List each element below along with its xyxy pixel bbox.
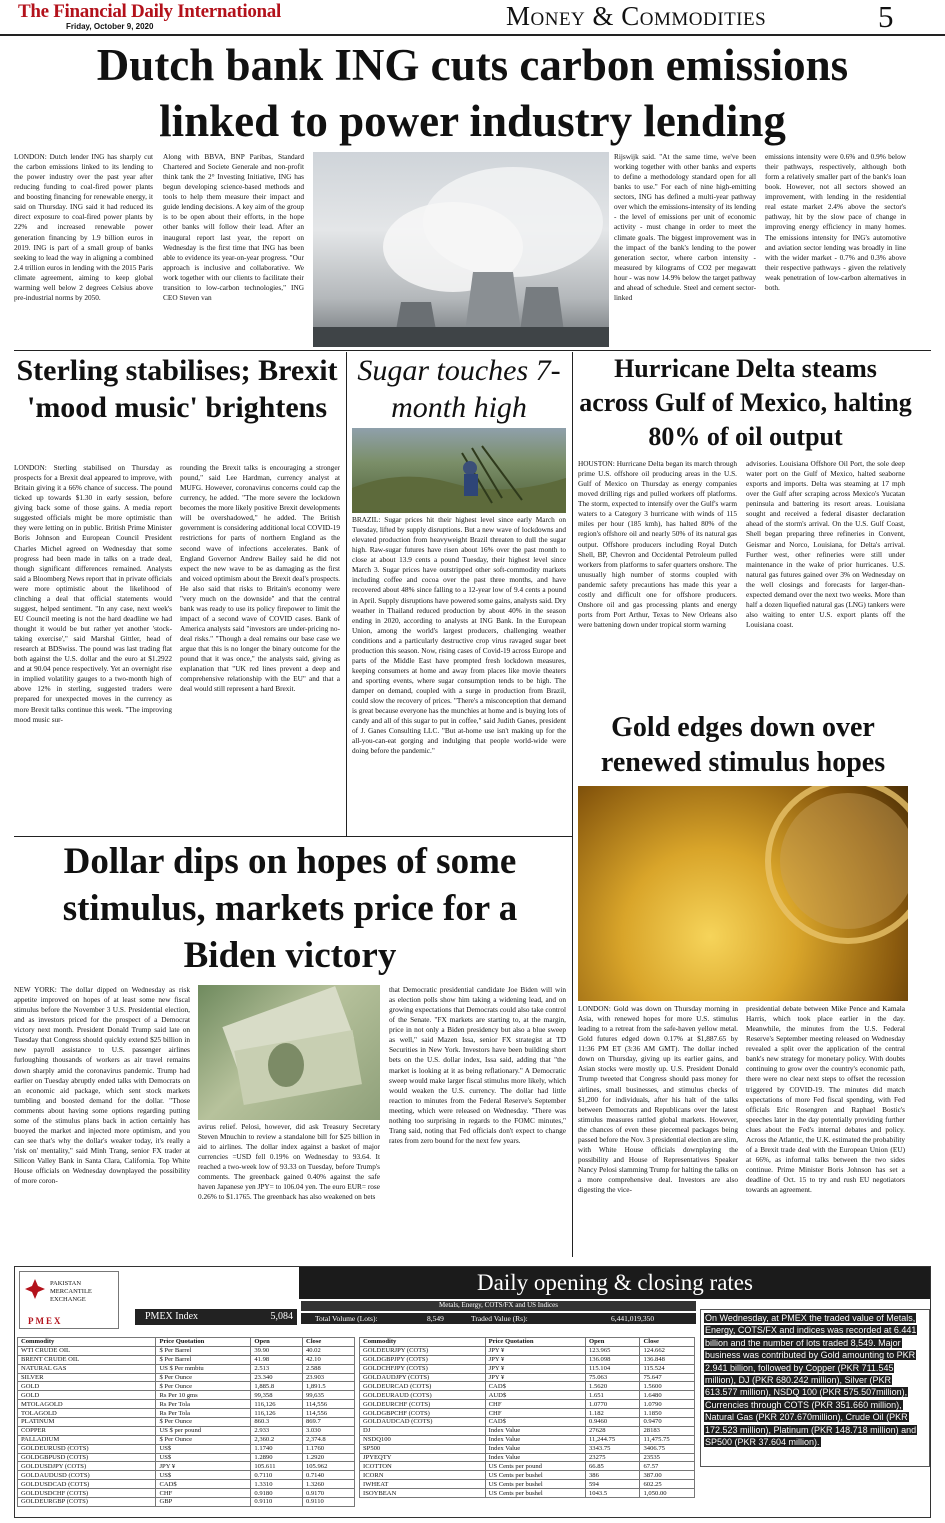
- table-cell: 23535: [640, 1453, 695, 1462]
- table-cell: JPY ¥: [485, 1373, 585, 1382]
- table-cell: 0.9460: [586, 1418, 640, 1427]
- table-row: [360, 1444, 695, 1453]
- table-row: [18, 1400, 355, 1409]
- pmex-index-bar: [135, 1309, 297, 1325]
- table-cell: MTOLAGOLD: [18, 1400, 156, 1409]
- table-row: [360, 1426, 695, 1435]
- table-row: [18, 1435, 355, 1444]
- table-row: [18, 1489, 355, 1498]
- table-cell: DJ: [360, 1426, 486, 1435]
- table-cell: NSDQ100: [360, 1435, 486, 1444]
- table-cell: 136.848: [640, 1355, 695, 1364]
- table-cell: 2.933: [251, 1426, 303, 1435]
- table-row: [18, 1373, 355, 1382]
- dollar-banknotes-image: [198, 985, 380, 1120]
- ing-column-1: LONDON: Dutch lender ING has sharply cut the carbon emissions linked to its lending to the power industry over the past year after reducing funding to coal-fired power plants and boosting financing for renewable energy, it said on Thursday. ING said it had reduced its direct exposure to coal-fired power plants by 22% and increased renewable power generation financing by 1.9 billion euros in 2019. ING is part of a small group of banks seeking to lead the way in aligning a combined 2.4 trillion euros in lending with the 2015 Paris climate agreement, aiming to keep global warming well below 2 degrees Celsius above pre-industrial norms by 2050.: [14, 152, 153, 302]
- table-cell: 0.7140: [302, 1471, 354, 1480]
- table-cell: 2.513: [251, 1364, 303, 1373]
- table-cell: $ Per Ounce: [156, 1418, 251, 1427]
- table-cell: 99,358: [251, 1391, 303, 1400]
- table-cell: 105.962: [302, 1462, 354, 1471]
- power-plant-photo: [313, 152, 609, 347]
- table-row: [360, 1409, 695, 1418]
- table-cell: 1.651: [586, 1391, 640, 1400]
- table-row: [360, 1364, 695, 1373]
- table-cell: PALLADIUM: [18, 1435, 156, 1444]
- table-cell: 1.3310: [251, 1480, 303, 1489]
- table-row: [18, 1498, 355, 1507]
- table-cell: 1043.5: [586, 1489, 640, 1498]
- ing-headline-line2: linked to power industry lending: [159, 96, 786, 146]
- section-title: Money & Commodities: [506, 1, 767, 31]
- table-cell: US Cents per bushel: [485, 1471, 585, 1480]
- table-cell: 41.98: [251, 1355, 303, 1364]
- table-row: [18, 1391, 355, 1400]
- table-cell: GOLDCHFJPY (COTS): [360, 1364, 486, 1373]
- table-cell: CAD$: [485, 1382, 585, 1391]
- table-cell: 11,244.75: [586, 1435, 640, 1444]
- table-cell: CHF: [156, 1489, 251, 1498]
- table-cell: 66.85: [586, 1462, 640, 1471]
- table-row: [360, 1480, 695, 1489]
- table-cell: GOLDEURGBP (COTS): [18, 1498, 156, 1507]
- table-row: [360, 1471, 695, 1480]
- table-cell: 1.0790: [640, 1400, 695, 1409]
- dollar-column-2: avirus relief. Pelosi, however, did ask Treasury Secretary Steven Mnuchin to review a standalone bill for $25 billion in aid to airlines. The dollar index against a basket of major currencies =USD fell 0.19% on Wednesday to 93.64. It reached a two-week low of 93.33 on Tuesday, before Trump's comments. The greenback gained 0.40% against the safe haven Japanese yen JPY= to 106.04 yen. The euro EUR= rose 0.26% to $1.1765. The greenback has also weakened on bets: [198, 1122, 380, 1202]
- table-cell: GOLDGBPCHF (COTS): [360, 1409, 486, 1418]
- table-cell: GOLDUSDCAD (COTS): [18, 1480, 156, 1489]
- table-cell: US$: [156, 1444, 251, 1453]
- table-cell: 1,891.5: [302, 1382, 354, 1391]
- table-cell: 2,360.2: [251, 1435, 303, 1444]
- table-cell: 115.104: [586, 1364, 640, 1373]
- table-cell: GOLDGBPUSD (COTS): [18, 1453, 156, 1462]
- table-cell: Index Value: [485, 1444, 585, 1453]
- table-cell: 23275: [586, 1453, 640, 1462]
- table-cell: 1.2920: [302, 1453, 354, 1462]
- table-row: [18, 1409, 355, 1418]
- table-cell: 40.02: [302, 1346, 354, 1355]
- dollar-column-1: NEW YORK: The dollar dipped on Wednesday as risk appetite improved on hopes of at least some new fiscal stimulus before the November 3 U.S. Presidential election, and as investors priced for the prospect of a Democrat victory next month. President Donald Trump said late on Tuesday that Congress should quickly extend $25 billion in new payroll assistance to U.S. passenger airlines furloughing thousands of workers as air travel remains down sharply amid the coronavirus pandemic. Trump had earlier on Tuesday abruptly ended talks with Democrats on an economic aid package, which sent stock markets tumbling and boosted demand for the dollar. "Those comments about having some options regarding putting some of the stimulus plans back in action certainly has buoyed the market and injected more optimism, and you can see that's why the dollar's weaker today, it's really a 'risk on' mentality," said Minh Trang, senior FX trader at Silicon Valley Bank in Santa Clara, California. Top White House officials on Wednesday downplayed the possibility of more coron-: [14, 985, 190, 1186]
- table-row: [18, 1418, 355, 1427]
- pmex-index-label: PMEX Index: [145, 1311, 199, 1322]
- table-cell: US$: [156, 1453, 251, 1462]
- sterling-column-1: LONDON: Sterling stabilised on Thursday as prospects for a Brexit deal appeared to improve, with Britain giving it a 66% chance of success. The pound ticked up towards $1.30 in early session, before giving back some of those gains. A media report suggested officials might be more optimistic than they were letting on in public. British Prime Minister Boris Johnson and European Council President Charles Michel agreed on Wednesday that some progress had been made in talks on a trade deal, though significant differences remained. Analysts said a Bloomberg News report that in private officials were more optimistic about the likelihood of clinching a deal that official statements would suggest, helped sentiment. "In any case, next week's EU Council meeting is not the hard deadline we had thought it would be but rather yet another 'stock-taking exercise'," said Marshal Gittler, head of research at BDSwiss. The pound was last trading flat both against the U.S. dollar and the euro at $1.2922 and at 90.04 pence respectively. Yet an overnight rise in implied volatility gauges to a two-month high of above 12% in sterling, suggested traders were prepared for unexpected moves in the currency as more Brexit talks continue this week. "The improving mood music sur-: [14, 463, 172, 724]
- pmex-logo-abbr: PMEX: [28, 1316, 63, 1326]
- table-cell: 116,126: [251, 1400, 303, 1409]
- hurricane-column-1: HOUSTON: Hurricane Delta began its march through prime U.S. offshore oil producing areas in the U.S. Gulf of Mexico on Thursday as energy companies moved drilling rigs and pulled workers off platforms. The storm, expected to intensify over the Gulf's warm waters to a Category 3 hurricane with winds of 115 miles per hour (185 kmh), has halted 80% of the region's offshore oil and nearly 50% of its natural gas output. Offshore producers including Royal Dutch Shell, BP, Chevron and Occidental Petroleum pulled workers from platforms to safer quarters onshore. The unusually high number of storms coupled with pandemic safety precautions has made this year a costly and difficult one for offshore producers. Onshore oil and gas processing plants and energy ports from Port Arthur, Texas to New Orleans also were battening down under tropical storm warning: [578, 459, 737, 629]
- table-header: Close: [302, 1338, 354, 1347]
- table-cell: 105.611: [251, 1462, 303, 1471]
- table-cell: 123.965: [586, 1346, 640, 1355]
- table-cell: 1,050.00: [640, 1489, 695, 1498]
- table-cell: JPY ¥: [485, 1355, 585, 1364]
- table-row: [360, 1400, 695, 1409]
- table-cell: 0.9110: [302, 1498, 354, 1507]
- table-cell: 11,475.75: [640, 1435, 695, 1444]
- table-cell: GOLDEURJPY (COTS): [360, 1346, 486, 1355]
- table-row: [360, 1382, 695, 1391]
- table-cell: 1.182: [586, 1409, 640, 1418]
- page-number: 5: [878, 0, 894, 34]
- table-cell: GOLDAUDJPY (COTS): [360, 1373, 486, 1382]
- divider: [14, 836, 572, 837]
- table-cell: 75.063: [586, 1373, 640, 1382]
- table-row: [18, 1480, 355, 1489]
- table-cell: 0.9170: [302, 1489, 354, 1498]
- table-cell: 1.1850: [640, 1409, 695, 1418]
- table-header: Price Quotation: [156, 1338, 251, 1347]
- table-row: [360, 1462, 695, 1471]
- table-cell: US $ Per mmbtu: [156, 1364, 251, 1373]
- divider: [572, 352, 573, 1257]
- table-cell: Rs Per 10 gms: [156, 1391, 251, 1400]
- ing-column-3: Rijswijk said. "At the same time, we've been working together with other banks and experts to define a methodology standard open for all banks to use." For each of nine high-emitting sectors, ING has defined a multi-year pathway over which the emissions-intensity of its lending - the level of emissions per unit of economic activity - must change in order to meet the climate goals. The biggest improvement was in the impact of the bank's lending to the power generation sector, where carbon intensity - measured by kilograms of CO2 per megawatt hour - was now 14.9% below the target pathway and ahead of schedule. Steel and cement sector-linked: [614, 152, 756, 302]
- table-cell: JPY ¥: [485, 1364, 585, 1373]
- table-cell: GOLDEURUSD (COTS): [18, 1444, 156, 1453]
- table-row: [18, 1355, 355, 1364]
- sugar-headline: Sugar touches 7-month high: [357, 354, 561, 424]
- table-cell: GOLDUSDJPY (COTS): [18, 1462, 156, 1471]
- table-cell: IWHEAT: [360, 1480, 486, 1489]
- table-cell: GOLDEURCHF (COTS): [360, 1400, 486, 1409]
- gold-column-2: presidential debate between Mike Pence and Kamala Harris, which took place earlier in the day. Meanwhile, the minutes from the U.S. Federal Reserve's September meeting released on Wednesday revealed a split over the application of the central bank's new strategy for monetary policy. With doubts continuing to grow over the country's economic path, there were no clear next steps to offset the recession triggered by COVID-19. The minutes did match expectations of more Fed fiscal spending, with Fed officials Eric Rosengren and Raphael Bostic's speeches later in the day potentially providing further clues about the Fed's internal debates and policy. Across the Atlantic, the U.K. estimated the probability of a Brexit trade deal with the European Union (EU) at 66%, as informal talks between the two sides continue. Prime Minister Boris Johnson has set a deadline of Oct. 15 to try and rush EU negotiators towards an agreement.: [746, 1004, 905, 1195]
- rates-subhead: Metals, Energy, COTS/FX and US Indices: [301, 1301, 696, 1311]
- table-cell: Index Value: [485, 1435, 585, 1444]
- table-cell: $ Per Ounce: [156, 1382, 251, 1391]
- table-cell: CHF: [485, 1400, 585, 1409]
- table-row: [360, 1373, 695, 1382]
- pmex-logo-text: PAKISTAN MERCANTILE EXCHANGE: [50, 1280, 92, 1303]
- table-cell: CAD$: [485, 1418, 585, 1427]
- ing-column-2: Along with BBVA, BNP Paribas, Standard Chartered and Societe Generale and non-profit think tank the 2° Investing Initiative, ING has begun developing science-based methods and tools to help them measure their impact and guide lending decisions. A key aim of the group is to be open about their efforts, in the hope other banks will follow their lead. After an inaugural report last year, the report on Wednesday is the first time that ING has been able to evidence its year-on-year progress. "Our approach is inclusive and collaborative. We work together with our clients to facilitate their transition to low-carbon technologies," ING CEO Steven van: [163, 152, 304, 302]
- table-cell: Rs Per Tola: [156, 1409, 251, 1418]
- table-row: [18, 1444, 355, 1453]
- table-cell: 1.5620: [586, 1382, 640, 1391]
- table-cell: 124.662: [640, 1346, 695, 1355]
- table-header: Open: [251, 1338, 303, 1347]
- table-header: Commodity: [360, 1338, 486, 1347]
- masthead: [0, 0, 945, 36]
- table-cell: GOLD: [18, 1382, 156, 1391]
- sterling-column-2: rounding the Brexit talks is encouraging a stronger pound," said Lee Hardman, currency analyst at MUFG. However, coronavirus concerns could cap the currency, he added. "The more severe the lockdown becomes the more likely positive Brexit developments will be overshadowed," he added. The British government is considering additional local COVID-19 restrictions for parts of northern England as the second wave of infections accelerates. Bank of England Governor Andrew Bailey said he did not expect the new wave to be as damaging as the first and voiced optimism about the Brexit deal's prospects. He also said that risks to Britain's economy were "very much on the downside" and that the central bank was ready to use its policy firepower to limit the impact of a second wave of COVID cases. Bank of America analysts said "investors are under-pricing no-deal risks." "Though a deal remains our base case we argue that this is no longer the binary outcome for the pound that it was once," the analysts said, giving as explanation that "UK red lines prevent a deep and comprehensive relationship with the EU" and that a deal would still represent a hard Brexit.: [180, 463, 340, 694]
- table-cell: AUD$: [485, 1391, 585, 1400]
- table-cell: 3406.75: [640, 1444, 695, 1453]
- table-cell: 1.1740: [251, 1444, 303, 1453]
- table-row: [18, 1426, 355, 1435]
- table-cell: US$: [156, 1471, 251, 1480]
- table-cell: 2,374.8: [302, 1435, 354, 1444]
- table-cell: ICOTTON: [360, 1462, 486, 1471]
- gold-headline: Gold edges down over renewed stimulus hopes: [600, 712, 886, 778]
- table-row: [18, 1346, 355, 1355]
- table-cell: SP500: [360, 1444, 486, 1453]
- rates-table-left: [17, 1337, 355, 1507]
- table-cell: 1.2890: [251, 1453, 303, 1462]
- rates-summary-text: On Wednesday, at PMEX the traded value of Metals, Energy, COTS/FX and indices was recorded at 6.441 billion and the number of lots traded 8,549. Major business was contributed by Gold amounting to PKR 2.941 billion, followed by Copper (PKR 711.545 million), DJ (PKR 680.242 million), Silver (PKR 613.577 million), NSDQ 100 (PKR 575.507million), Currencies through COTS (PKR 351.660 million), Natural Gas (PKR 207.670million), Crude Oil (PKR 172.523 million), Platinum (PKR 148.718 million) and SP500 (PKR 37.604 million).: [705, 1313, 917, 1448]
- table-cell: 0.9470: [640, 1418, 695, 1427]
- table-cell: 860.3: [251, 1418, 303, 1427]
- table-cell: 869.7: [302, 1418, 354, 1427]
- table-cell: 42.10: [302, 1355, 354, 1364]
- table-cell: 0.7110: [251, 1471, 303, 1480]
- ing-column-4: emissions intensity were 0.6% and 0.9% below their pathways, respectively, although both form a relatively smaller part of the bank's loan book. However, not all sectors showed an improvement, with lending in the residential real estate market 2.4% above the sector's pathway, hit by the slow pace of change in improving energy efficiency in many homes. The emissions intensity for ING's automotive and aviation sector lending was broadly in line with the wider market - 0.7% and 0.3% above their respective pathways - given the relatively weak penetration of low-carbon alternatives in both.: [765, 152, 906, 292]
- gold-photo: [578, 786, 908, 1001]
- table-cell: $ Per Barrel: [156, 1355, 251, 1364]
- ing-headline: [10, 37, 935, 151]
- table-cell: 114,556: [302, 1400, 354, 1409]
- sugar-body: BRAZIL: Sugar prices hit their highest level since early March on Tuesday, lifted by supply disruptions. But a new wave of lockdowns and elevated production from heavyweight Brazil threaten to dull the sugar high. Raw-sugar futures have risen about 16% over the past month to close at about 13.9 cents a pound Tuesday, their highest level since March 3. Sugar prices have outstripped other soft-commodity markets including coffee and cocoa over the past three months, and have recovered about 48% since falling to a 12-year low of 9.4 cents a pound in April. Supply disruptions have powered some gains, analysts said. Dry weather in Thailand reduced production by about 40% in the season ending in 2020, according to analysts at ING Bank. In the European Union, among the world's largest producers, challenging weather conditions and a particularly destructive crop virus ravaged sugar beet production this season. Now, rising cases of Covid-19 across Europe and parts of the Middle East have prompted fresh lockdown measures, keeping consumers at home and away from places like movie theaters and sporting events, where sugar consumption tends to be high. The damper on demand, coupled with a surge in production from Brazil, could slow the recovery of prices. "There's a misconception that demand is great because everyone has the munchies at home and is buying lots of candy and all of this sugar to put in coffee," said Judith Ganes, president of J. Ganes Consulting LLC. "But at-home use isn't making up for the all-you-can-eat gorging and indulging that people world-wide were doing before the pandemic.": [352, 515, 566, 756]
- table-cell: $ Per Ounce: [156, 1435, 251, 1444]
- table-cell: SILVER: [18, 1373, 156, 1382]
- dollar-column-3: that Democratic presidential candidate Joe Biden will win as election polls show him taking a widening lead, and on growing expectations that Democrats could also take control of the Senate. "FX markets are starting to, at the margin, price in not only a Biden presidency but also a blue sweep as well," said Mazen Issa, senior FX strategist at TD Securities in New York. Investors have been building short bets on the U.S. dollar index, Issa said, adding that "the market is looking at it as being reflationary." A Democratic sweep would make larger fiscal stimulus more likely, which would weaken the U.S. currency. The dollar had little reaction to minutes from the Federal Reserve's September meeting, which were released on Wednesday. "There was nothing too surprising in regards to the FOMC minutes," Trang said, noting that Fed officials don't expect to change rates from zero bound for the next few years.: [389, 985, 566, 1145]
- table-cell: 3343.75: [586, 1444, 640, 1453]
- table-cell: BRENT CRUDE OIL: [18, 1355, 156, 1364]
- table-header: Price Quotation: [485, 1338, 585, 1347]
- table-cell: 23.340: [251, 1373, 303, 1382]
- table-cell: 1.5600: [640, 1382, 695, 1391]
- volume-bar: [301, 1313, 696, 1324]
- table-cell: GOLDUSDCHF (COTS): [18, 1489, 156, 1498]
- ing-headline-line1: Dutch bank ING cuts carbon emissions: [96, 40, 849, 90]
- table-row: [360, 1453, 695, 1462]
- table-header: Commodity: [18, 1338, 156, 1347]
- pmex-index-value: 5,084: [270, 1311, 293, 1322]
- table-row: [18, 1471, 355, 1480]
- table-cell: GOLDEURAUD (COTS): [360, 1391, 486, 1400]
- table-cell: 27628: [586, 1426, 640, 1435]
- table-row: [360, 1391, 695, 1400]
- table-row: [18, 1382, 355, 1391]
- table-header: Close: [640, 1338, 695, 1347]
- volume-label: Total Volume (Lots):: [315, 1314, 378, 1323]
- table-row: [18, 1453, 355, 1462]
- table-cell: 115.524: [640, 1364, 695, 1373]
- traded-label: Traded Value (Rs):: [471, 1314, 528, 1323]
- table-cell: GOLDAUDUSD (COTS): [18, 1471, 156, 1480]
- table-cell: 2.588: [302, 1364, 354, 1373]
- table-row: [360, 1355, 695, 1364]
- table-cell: 386: [586, 1471, 640, 1480]
- rates-banner: Daily opening & closing rates: [299, 1267, 931, 1299]
- table-cell: $ Per Barrel: [156, 1346, 251, 1355]
- table-cell: 1.1760: [302, 1444, 354, 1453]
- table-cell: GOLDEURCAD (COTS): [360, 1382, 486, 1391]
- rates-table-right: [359, 1337, 695, 1498]
- table-row: [360, 1346, 695, 1355]
- table-cell: 387.00: [640, 1471, 695, 1480]
- table-cell: Index Value: [485, 1426, 585, 1435]
- table-cell: 1.3260: [302, 1480, 354, 1489]
- table-cell: 116,126: [251, 1409, 303, 1418]
- table-cell: 3.030: [302, 1426, 354, 1435]
- table-cell: JPY ¥: [485, 1346, 585, 1355]
- table-cell: GBP: [156, 1498, 251, 1507]
- table-cell: ICORN: [360, 1471, 486, 1480]
- table-cell: 114,556: [302, 1409, 354, 1418]
- table-cell: 0.9180: [251, 1489, 303, 1498]
- table-header: Open: [586, 1338, 640, 1347]
- table-cell: $ Per Ounce: [156, 1373, 251, 1382]
- table-cell: 75.647: [640, 1373, 695, 1382]
- table-cell: PLATINUM: [18, 1418, 156, 1427]
- table-cell: Rs Per Tola: [156, 1400, 251, 1409]
- pmex-logo: [19, 1271, 119, 1329]
- hurricane-headline: Hurricane Delta steams across Gulf of Mexico, halting 80% of oil output: [579, 354, 912, 451]
- table-cell: JPYEQTY: [360, 1453, 486, 1462]
- table-row: [18, 1462, 355, 1471]
- table-row: [360, 1435, 695, 1444]
- sugarcane-field-image: [352, 428, 566, 513]
- table-cell: US $ per pound: [156, 1426, 251, 1435]
- table-cell: CAD$: [156, 1480, 251, 1489]
- gold-column-1: LONDON: Gold was down on Thursday morning in Asia, with renewed hopes for more U.S. stimulus leading to a retreat from the safe-haven yellow metal. Gold futures edged down 0.17% at $1,887.65 by 11:36 PM ET (3:36 AM GMT). The dollar inched down on Thursday, giving up its earlier gains, and Asian stocks were mostly up. U.S. President Donald Trump tweeted that Congress should pass money for airlines, small businesses, and stimulus checks of $1,200 for individuals, after his halt of the talks between Democrats and Republicans over the latest stimulus measures rattled global markets. However, the chances of even these piecemeal packages being passed before the Nov. 3 presidential election are slim, with White House officials downplaying the possibility and House of Representatives Speaker Nancy Pelosi slamming Trump for halting the talks on a more comprehensive deal. Investors are also digesting the vice-: [578, 1004, 738, 1195]
- dollar-headline: Dollar dips on hopes of some stimulus, markets price for a Biden victory: [62, 841, 518, 976]
- table-cell: TOLAGOLD: [18, 1409, 156, 1418]
- rates-summary: [700, 1309, 930, 1467]
- table-cell: 1.6480: [640, 1391, 695, 1400]
- issue-date: Friday, October 9, 2020: [66, 22, 154, 31]
- gold-watch-image: [578, 786, 908, 1001]
- table-cell: Index Value: [485, 1453, 585, 1462]
- table-cell: GOLDGBPJPY (COTS): [360, 1355, 486, 1364]
- sterling-headline: Sterling stabilises; Brexit 'mood music' brightens: [16, 354, 338, 424]
- publication-name: The Financial Daily International: [18, 1, 281, 22]
- table-cell: 1,885.8: [251, 1382, 303, 1391]
- table-cell: 28183: [640, 1426, 695, 1435]
- table-cell: ISOYBEAN: [360, 1489, 486, 1498]
- table-cell: 39.90: [251, 1346, 303, 1355]
- divider: [346, 352, 347, 836]
- cooling-towers-image: [313, 152, 609, 347]
- hurricane-column-2: advisories. Louisiana Offshore Oil Port, the sole deep water port on the Gulf of Mexico, halted seaborne exports and imports. Delta was steaming at 17 mph over the Gulf after scraping across Mexico's Yucatan peninsula and battering its resort areas. Louisiana sought and received a federal disaster declaration ahead of the storm's arrival. On the U.S. Gulf Coast, Shell began preparing three refineries in Convent, Geismar and Norco, Louisiana, for Delta's arrival. Further west, other refineries were still under maintenance in the wake of prior hurricanes. U.S. natural gas futures gained over 3% on Wednesday on the well closings and forecasts for larger-than-expected demand over the next two weeks. More than half a dozen liquefied natural gas (LNG) tankers were also waiting to enter U.S. export plants off the Louisiana coast.: [746, 459, 905, 629]
- table-cell: US Cents per bushel: [485, 1480, 585, 1489]
- table-cell: 23.903: [302, 1373, 354, 1382]
- pmex-logo-icon: [24, 1278, 46, 1300]
- table-cell: NATURAL GAS: [18, 1364, 156, 1373]
- table-row: [18, 1364, 355, 1373]
- table-cell: CHF: [485, 1409, 585, 1418]
- table-cell: WTI CRUDE OIL: [18, 1346, 156, 1355]
- table-cell: 594: [586, 1480, 640, 1489]
- dollar-bills-photo: [198, 985, 380, 1120]
- sugarcane-photo: [352, 428, 566, 513]
- table-cell: JPY ¥: [156, 1462, 251, 1471]
- table-cell: US Cents per bushel: [485, 1489, 585, 1498]
- table-row: [360, 1489, 695, 1498]
- volume-value: 8,549: [427, 1314, 444, 1323]
- table-cell: 99,635: [302, 1391, 354, 1400]
- table-cell: COPPER: [18, 1426, 156, 1435]
- divider: [14, 350, 931, 351]
- table-cell: 0.9110: [251, 1498, 303, 1507]
- traded-value: 6,441,019,350: [611, 1314, 655, 1323]
- table-cell: 1.0770: [586, 1400, 640, 1409]
- table-cell: 67.57: [640, 1462, 695, 1471]
- table-cell: US Cents per pound: [485, 1462, 585, 1471]
- table-cell: 136.098: [586, 1355, 640, 1364]
- table-cell: GOLD: [18, 1391, 156, 1400]
- table-row: [360, 1418, 695, 1427]
- table-cell: GOLDAUDCAD (COTS): [360, 1418, 486, 1427]
- rates-section: [14, 1266, 931, 1518]
- table-cell: 602.25: [640, 1480, 695, 1489]
